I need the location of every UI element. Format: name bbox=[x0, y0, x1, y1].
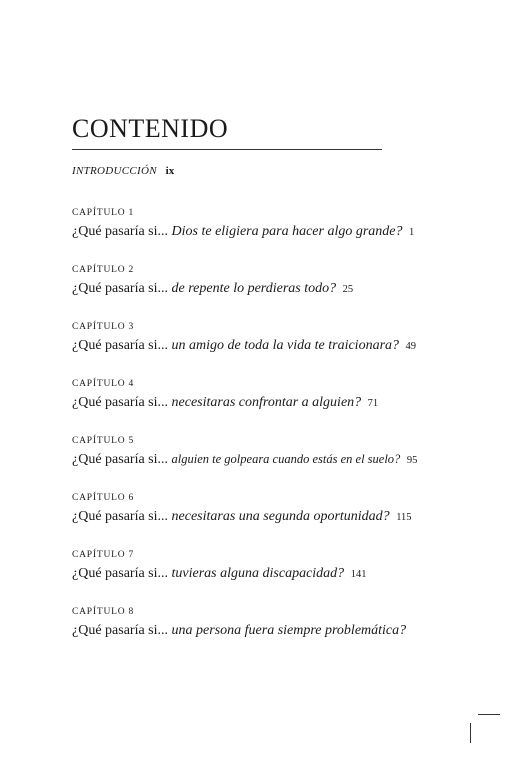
chapter-title-lead: ¿Qué pasaría si... bbox=[72, 223, 169, 239]
chapter-label: CAPÍTULO 5 bbox=[72, 436, 135, 446]
chapter-title bbox=[72, 225, 414, 239]
intro-entry bbox=[72, 166, 174, 177]
chapter-title-lead: ¿Qué pasaría si... bbox=[72, 622, 169, 638]
chapter-title bbox=[72, 510, 412, 524]
chapter-title-lead: ¿Qué pasaría si... bbox=[72, 451, 169, 467]
toc-entry-chapter-1 bbox=[72, 209, 414, 239]
chapter-title-lead: ¿Qué pasaría si... bbox=[72, 394, 169, 410]
chapter-title bbox=[72, 453, 417, 467]
chapter-title-lead: ¿Qué pasaría si... bbox=[72, 280, 169, 296]
chapter-page-number: 115 bbox=[396, 511, 412, 523]
chapter-title bbox=[72, 339, 416, 353]
chapter-title-rest: un amigo de toda la vida te traicionara? bbox=[171, 337, 400, 353]
chapter-title-rest: Dios te eligiera para hacer algo grande? bbox=[171, 223, 403, 239]
chapter-label: CAPÍTULO 1 bbox=[72, 208, 135, 218]
chapter-title-rest: necesitaras confrontar a alguien? bbox=[171, 394, 362, 410]
crop-mark-vertical bbox=[470, 723, 471, 743]
chapter-title bbox=[72, 624, 409, 638]
toc-entry-chapter-7 bbox=[72, 551, 366, 581]
chapter-title-lead: ¿Qué pasaría si... bbox=[72, 337, 169, 353]
chapter-title-rest: tuvieras alguna discapacidad? bbox=[171, 565, 345, 581]
toc-entry-chapter-6 bbox=[72, 494, 412, 524]
chapter-page-number: 49 bbox=[405, 340, 417, 352]
chapter-title-rest: de repente lo perdieras todo? bbox=[171, 280, 337, 296]
chapter-title-rest: necesitaras una segunda oportunidad? bbox=[171, 508, 390, 524]
chapter-title bbox=[72, 282, 353, 296]
chapter-title-rest: una persona fuera siempre problemática? bbox=[171, 622, 407, 638]
chapter-label: CAPÍTULO 4 bbox=[72, 379, 135, 389]
chapter-title-lead: ¿Qué pasaría si... bbox=[72, 508, 169, 524]
chapter-label: CAPÍTULO 8 bbox=[72, 607, 135, 617]
intro-page-number: ix bbox=[165, 165, 175, 177]
crop-mark-horizontal bbox=[478, 714, 500, 715]
chapter-title-rest: alguien te golpeara cuando estás en el suelo? bbox=[171, 451, 401, 466]
chapter-page-number: 95 bbox=[406, 454, 418, 466]
toc-entry-chapter-3 bbox=[72, 323, 416, 353]
chapter-label: CAPÍTULO 2 bbox=[72, 265, 135, 275]
chapter-page-number: 141 bbox=[350, 568, 367, 580]
chapter-label: CAPÍTULO 3 bbox=[72, 322, 135, 332]
chapter-label: CAPÍTULO 7 bbox=[72, 550, 135, 560]
chapter-title bbox=[72, 567, 366, 581]
chapter-label: CAPÍTULO 6 bbox=[72, 493, 135, 503]
chapter-title-lead: ¿Qué pasaría si... bbox=[72, 565, 169, 581]
toc-entry-chapter-5 bbox=[72, 437, 417, 467]
chapter-title bbox=[72, 396, 378, 410]
toc-entry-chapter-8 bbox=[72, 608, 409, 638]
intro-label: INTRODUCCIÓN bbox=[72, 165, 157, 177]
chapter-page-number: 1 bbox=[409, 226, 415, 238]
toc-entry-chapter-2 bbox=[72, 266, 353, 296]
chapter-page-number: 71 bbox=[367, 397, 379, 409]
toc-entry-chapter-4 bbox=[72, 380, 378, 410]
page-title: CONTENIDO bbox=[72, 114, 229, 143]
title-rule bbox=[72, 149, 382, 150]
chapter-page-number: 25 bbox=[342, 283, 354, 295]
